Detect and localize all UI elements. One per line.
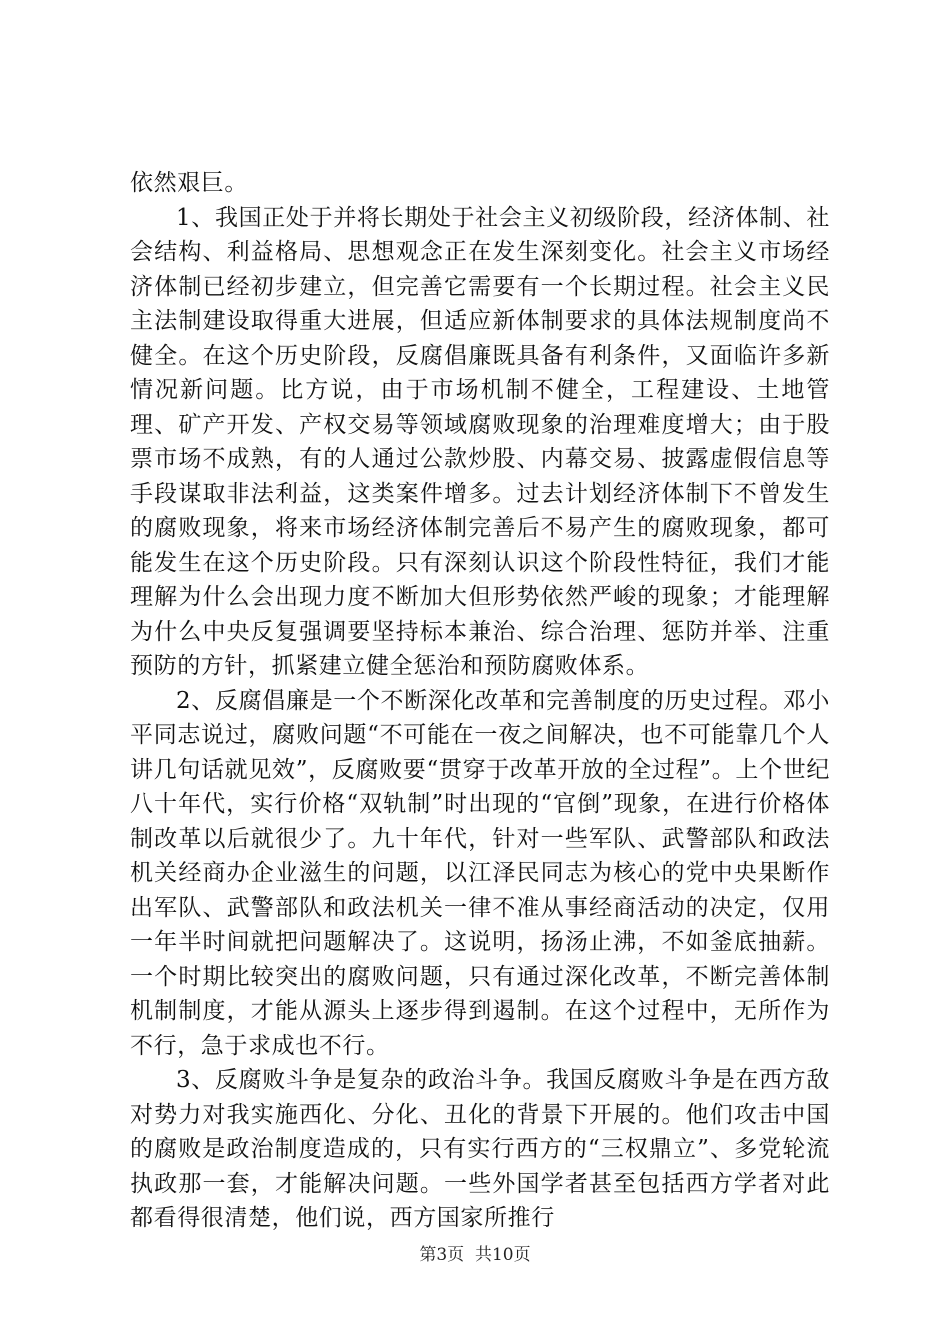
paragraph-point-1: 1、我国正处于并将长期处于社会主义初级阶段，经济体制、社会结构、利益格局、思想观念正在发生深刻变化。社会主义市场经济体制已经初步建立，但完善它需要有一个长期过程。社会主义民主法制建设取得重大进展，但适应新体制要求的具体法规制度尚不健全。在这个历史阶段，反腐倡廉既具备有利条件，又面临许多新情况新问题。比方说，由于市场机制不健全，工程建设、土地管理、矿产开发、产权交易等领域腐败现象的治理难度增大；由于股票市场不成熟，有的人通过公款炒股、内幕交易、披露虚假信息等手段谋取非法利益，这类案件增多。过去计划经济体制下不曾发生的腐败现象，将来市场经济体制完善后不易产生的腐败现象，都可能发生在这个历史阶段。只有深刻认识这个阶段性特征，我们才能理解为什么会出现力度不断加大但形势依然严峻的现象；才能理解为什么中央反复强调要坚持标本兼治、综合治理、惩防并举、注重预防的方针，抓紧建立健全惩治和预防腐败体系。 [130, 204, 830, 679]
page-number-label: 第3页 共10页 [419, 1245, 531, 1265]
paragraph-point-2: 2、反腐倡廉是一个不断深化改革和完善制度的历史过程。邓小平同志说过，腐败问题“不可能在一夜之间解决，也不可能靠几个人讲几句话就见效”，反腐败要“贯穿于改革开放的全过程”。上个世纪八十年代，实行价格“双轨制”时出现的“官倒”现象，在进行价格体制改革以后就很少了。九十年代，针对一些军队、武警部队和政法机关经商办企业滋生的问题，以江泽民同志为核心的党中央果断作出军队、武警部队和政法机关一律不准从事经商活动的决定，仅用一年半时间就把问题解决了。这说明，扬汤止沸，不如釜底抽薪。一个时期比较突出的腐败问题，只有通过深化改革，不断完善体制机制制度，才能从源头上逐步得到遏制。在这个过程中，无所作为不行，急于求成也不行。 [130, 687, 830, 1059]
page-footer [0, 1244, 950, 1266]
paragraph-point-3: 3、反腐败斗争是复杂的政治斗争。我国反腐败斗争是在西方敌对势力对我实施西化、分化、丑化的背景下开展的。他们攻击中国的腐败是政治制度造成的，只有实行西方的“三权鼎立”、多党轮流执政那一套，才能解决问题。一些外国学者甚至包括西方学者对此都看得很清楚，他们说，西方国家所推行 [130, 1067, 830, 1231]
paragraph-continuation: 依然艰巨。 [130, 170, 248, 196]
document-body [130, 166, 830, 1236]
